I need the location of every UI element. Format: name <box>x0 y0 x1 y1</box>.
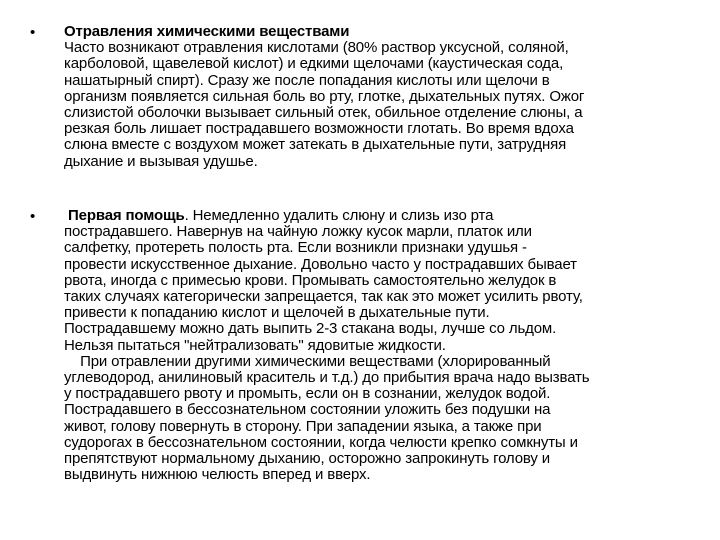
first-line <box>64 208 714 224</box>
text-line: Нельзя пытаться "нейтрализовать" ядовитые жидкости. <box>64 336 446 354</box>
text-line: нашатырный спирт). Сразу же после попадания кислоты или щелочи в <box>64 71 550 89</box>
text-line: слюна вместе с воздухом может затекать в дыхательные пути, затрудняя <box>64 136 567 154</box>
text-line: выдвинуть нижнюю челюсть вперед и вверх. <box>64 466 371 484</box>
section-heading: Отравления химическими веществами <box>64 23 350 40</box>
text-line: рвота, иногда с примесью крови. Промывать самостоятельно желудок в <box>64 271 557 289</box>
section-content <box>64 24 714 170</box>
section-heading: Первая помощь <box>68 207 185 224</box>
text-line: слизистой оболочки вызывает сильный отек, обильное отделение слюны, а <box>64 104 583 122</box>
text-line: живот, голову повернуть в сторону. При западении языка, а также при <box>64 417 542 435</box>
text-line: препятствуют нормальному дыханию, осторожно запрокинуть голову и <box>64 450 550 468</box>
text-line: у пострадавшего рвоту и промыть, если он в сознании, желудок водой. <box>64 385 551 403</box>
text-line: таких случаях категорически запрещается, так как это может усилить рвоту, <box>64 288 583 306</box>
text-line: пострадавшего. Навернув на чайную ложку кусок марли, платок или <box>64 223 532 241</box>
bullet-marker: • <box>30 208 36 225</box>
text-line: углеводород, анилиновый краситель и т.д.) до прибытия врача надо вызвать <box>64 369 590 387</box>
text-line: резкая боль лишает пострадавшего возможности глотать. Во время вдоха <box>64 120 574 138</box>
text-line: судорогах в бессознательном состоянии, когда челюсти крепко сомкнуты и <box>64 433 578 451</box>
bullet-marker: • <box>30 24 36 41</box>
text-line: При отравлении другими химическими веществами (хлорированный <box>64 352 551 370</box>
text-line: привести к попаданию кислот и щелочей в дыхательные пути. <box>64 304 490 322</box>
text-line: салфетку, протереть полость рта. Если возникли признаки удушья - <box>64 239 527 257</box>
section-body <box>64 208 714 483</box>
section-body <box>64 40 714 170</box>
text-line: Часто возникают отравления кислотами (80% раствор уксусной, соляной, <box>64 39 569 57</box>
text-line: провести искусственное дыхание. Довольно часто у пострадавших бывает <box>64 255 577 273</box>
text-line: организм появляется сильная боль во рту, глотке, дыхательных путях. Ожог <box>64 87 585 105</box>
first-line-text: . Немедленно удалить слюну и слизь изо рта <box>184 207 494 224</box>
text-line: Пострадавшего в бессознательном состоянии уложить без подушки на <box>64 401 551 419</box>
text-line: дыхание и вызывая удушье. <box>64 152 258 170</box>
text-line: Пострадавшему можно дать выпить 2-3 стакана воды, лучше со льдом. <box>64 320 557 338</box>
section-content <box>64 208 714 483</box>
text-line: карболовой, щавелевой кислот) и едкими щелочами (каустическая сода, <box>64 55 564 73</box>
